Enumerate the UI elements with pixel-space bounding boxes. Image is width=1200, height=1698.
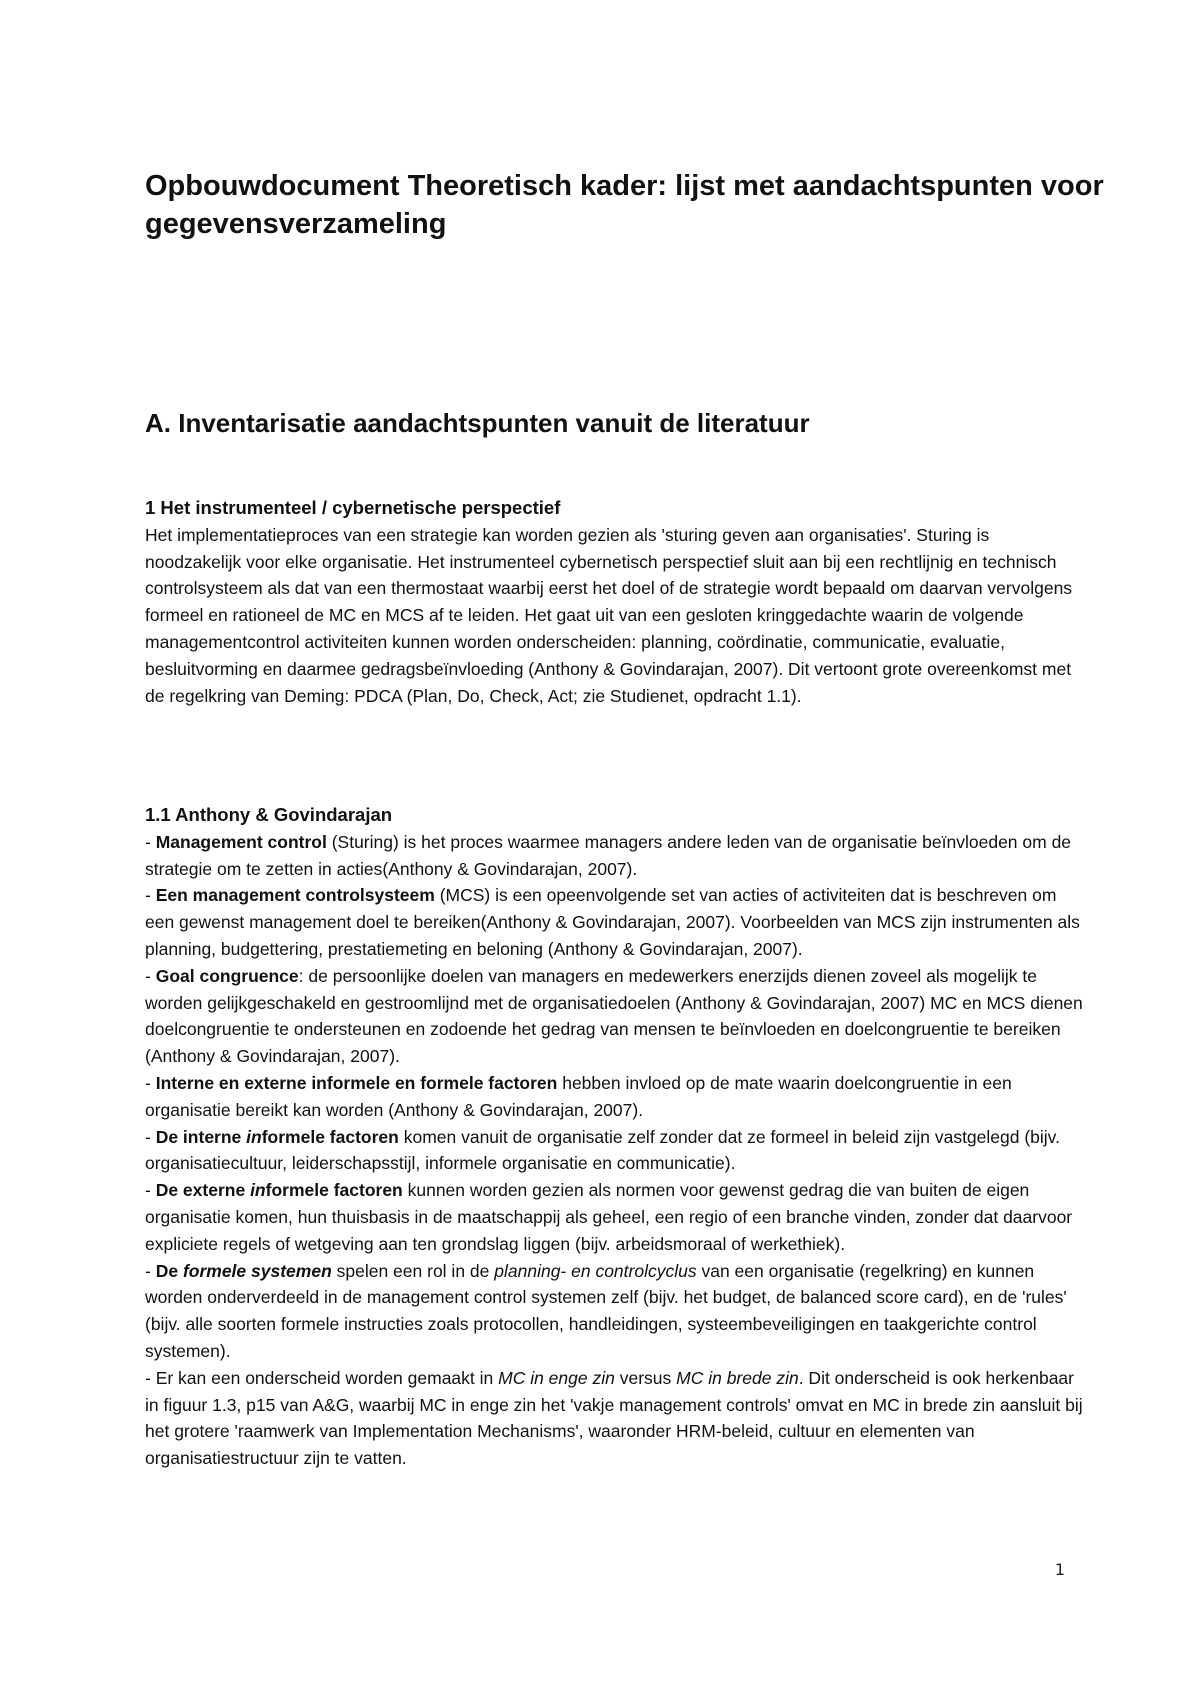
item-text: komen vanuit de organisatie zelf zonder dat ze formeel in beleid zijn vastgelegd (bijv. organisatiecultuur, leiderschapsstijl, informele organisatie en communicatie).	[145, 1126, 1060, 1174]
list-item-goal-congruence	[145, 963, 1085, 1070]
item-term: De interne informele factoren	[155, 1126, 399, 1147]
item-dash: -	[145, 1180, 156, 1201]
list-item-factors	[145, 1070, 1085, 1124]
list-item-external-informal	[145, 1177, 1085, 1257]
item-dash: -	[145, 1072, 156, 1093]
section-1-1-heading: 1.1 Anthony & Govindarajan	[145, 804, 393, 825]
item-term: Interne en externe informele en formele factoren	[155, 1072, 558, 1093]
item-dash: -	[145, 1260, 156, 1281]
item-term: Een management controlsysteem	[155, 885, 435, 906]
item-text: (MCS) is een opeenvolgende set van acties of activiteiten dat is beschreven om een gewenst management doel te bereiken(Anthony & Govindarajan, 2007). Voorbeelden van MCS zijn instrumenten als planning, budgettering, prestatiemeting en beloning (Anthony & Govindarajan, 2007).	[145, 885, 1080, 959]
section-1-heading: 1 Het instrumenteel / cybernetische perspectief	[145, 497, 561, 518]
page-number: 1	[1054, 1560, 1065, 1579]
item-term: Goal congruence	[155, 965, 299, 986]
list-item-mcs	[145, 882, 1085, 962]
item-dash: -	[145, 831, 156, 852]
list-item-formal-systems: - De formele systemen spelen een rol in de planning- en controlcyclus van een organisatie (regelkring) en kunnen worden onderverdeeld in de management control systemen zelf (bijv. het budget, de balanced score card), en de 'rules' (bijv. alle soorten formele instructies zoals protocollen, handleidingen, systeembeveiligingen en taakgerichte control systemen).	[145, 1260, 1067, 1361]
list-item-distinction: - Er kan een onderscheid worden gemaakt in MC in enge zin versus MC in brede zin. Dit onderscheid is ook herkenbaar in figuur 1.3, p15 van A&G, waarbij MC in enge zin het 'vakje management controls' omvat en MC in brede zin aansluit bij het grotere 'raamwerk van Implementation Mechanisms', waaronder HRM-beleid, cultuur en elementen van organisatiestructuur zijn te vatten.	[145, 1367, 1083, 1469]
item-text: (Sturing) is het proces waarmee managers andere leden van de organisatie beïnvloeden om de strategie om te zetten in acties(Anthony & Govindarajan, 2007).	[145, 831, 1072, 879]
item-term: De formele systemen	[155, 1260, 332, 1281]
list-item-management-control	[145, 829, 1085, 883]
section-1-paragraph: Het implementatieproces van een strategie kan worden gezien als 'sturing geven aan organisaties'. Sturing is noodzakelijk voor elke organisatie. Het instrumenteel cybernetisch perspectief sluit aan bij een rechtlijnig en technisch controlsysteem als dat van een thermostaat waarbij eerst het doel of de strategie wordt bepaald om daarvan vervolgens formeel en rationeel de MC en MCS af te leiden. Het gaat uit van een gesloten kringgedachte waarin de volgende managementcontrol activiteiten kunnen worden onderscheiden: planning, coördinatie, communicatie, evaluatie, besluitvorming en daarmee gedragsbeïnvloeding (Anthony & Govindarajan, 2007). Dit vertoont grote overeenkomst met de regelkring van Deming: PDCA (Plan, Do, Check, Act; zie Studienet, opdracht 1.1).	[145, 524, 1073, 706]
section-a-heading: A. Inventarisatie aandachtspunten vanuit de literatuur	[145, 408, 810, 438]
item-text: : de persoonlijke doelen van managers en medewerkers enerzijds dienen zoveel als mogelijk te worden gelijkgeschakeld en gestroomlijnd met de organisatiedoelen (Anthony & Govindarajan, 2007) MC en MCS dienen doelcongruentie te ondersteunen en zodoende het gedrag van mensen te beïnvloeden en doelcongruentie te bereiken (Anthony & Govindarajan, 2007).	[145, 965, 1083, 1067]
list-item-internal-informal	[145, 1124, 1085, 1178]
section-1	[145, 495, 1085, 709]
section-1-1	[145, 802, 1085, 1472]
item-term: Management control	[155, 831, 327, 852]
item-dash: -	[145, 1126, 156, 1147]
item-text: hebben invloed op de mate waarin doelcongruentie in een organisatie bereikt kan worden (Anthony & Govindarajan, 2007).	[145, 1072, 1012, 1120]
item-dash: -	[145, 965, 156, 986]
document-title: Opbouwdocument Theoretisch kader: lijst met aandachtspunten voor gegevensverzameling	[145, 170, 1104, 240]
item-dash: -	[145, 885, 156, 906]
item-text: kunnen worden gezien als normen voor gewenst gedrag die van buiten de eigen organisatie komen, hun thuisbasis in de maatschappij als geheel, een regio of een branche vinden, zonder dat daarvoor expliciete regels of wetgeving aan ten grondslag liggen (bijv. arbeidsmoraal of werkethiek).	[145, 1180, 1073, 1254]
item-term: De externe informele factoren	[155, 1180, 403, 1201]
